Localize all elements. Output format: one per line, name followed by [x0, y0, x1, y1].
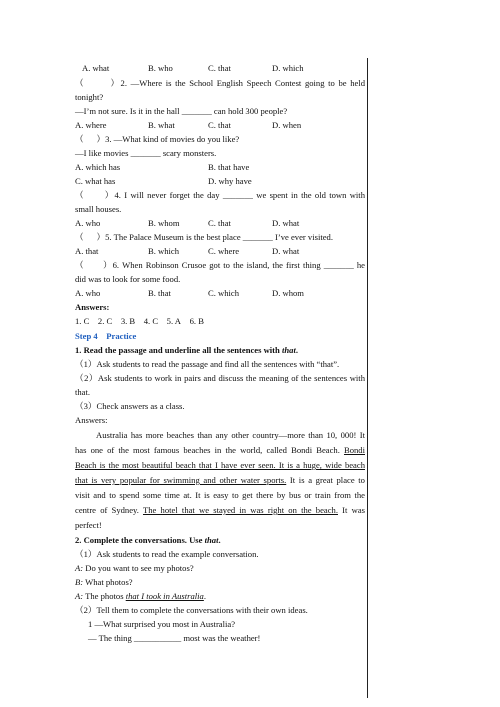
conversation-question: 1 —What surprised you most in Australia? [88, 619, 236, 629]
section2-step1: （1）Ask students to read the example conversation. [75, 549, 259, 559]
option: C. which [208, 288, 240, 298]
q3-stem: （ ）3. —What kind of movies do you like? [75, 134, 240, 144]
q6-stem-cont: did was to look for some food. [75, 274, 181, 284]
passage-text: It is a great place to [286, 475, 365, 485]
speaker-label: A: [75, 591, 84, 601]
heading-emphasis: that [204, 535, 219, 545]
column-divider [367, 58, 368, 698]
underlined-sentence: The hotel that we stayed in was right on the beach. [142, 505, 338, 515]
speaker-label: B: [75, 577, 84, 587]
option: C. that [208, 63, 231, 73]
q3-reply: —I like movies _______ scary monsters. [75, 148, 217, 158]
q6-stem: （ ）6. When Robinson Crusoe got to the island, the first thing _______ he [75, 260, 365, 270]
section1-step1: （1）Ask students to read the passage and find all the sentences with “that”. [75, 359, 340, 369]
dialogue-line [75, 591, 206, 602]
option: C. that [208, 120, 231, 130]
passage-text: has one of the most famous beaches in the world, called Bondi Beach. [75, 445, 344, 455]
section1-step2-cont: that. [75, 387, 91, 397]
section1-answers-label: Answers: [75, 415, 108, 425]
option: B. who [148, 63, 173, 73]
heading-emphasis: that [281, 345, 296, 355]
step-heading: Step 4 Practice [75, 331, 137, 341]
option: C. that [208, 218, 231, 228]
dialogue-text: The photos [83, 591, 126, 601]
section1-heading [75, 345, 298, 356]
q2-stem: （ ）2. —Where is the School English Speech Contest going to be held [75, 78, 365, 88]
q4-stem: （ ）4. I will never forget the day _______ we spent in the old town with [75, 190, 365, 200]
option: B. which [148, 246, 180, 256]
heading-text: 2. Complete the conversations. Use [75, 535, 205, 545]
option: A. where [75, 120, 107, 130]
option: C. where [208, 246, 240, 256]
q5-stem: （ ）5. The Palace Museum is the best place _______ I’ve ever visited. [75, 232, 333, 242]
underlined-sentence: Beach is the most beautiful beach that I have ever seen. It is a huge, wide beach [75, 460, 365, 470]
dialogue-text: . [203, 591, 207, 601]
option: D. whom [272, 288, 304, 298]
heading-text: . [295, 345, 298, 355]
underlined-sentence: Bondi [343, 445, 365, 455]
option: B. whom [148, 218, 180, 228]
option: D. why have [208, 176, 252, 186]
option: B. that [148, 288, 171, 298]
underlined-clause: that I took in Australia [125, 591, 204, 601]
dialogue-text: Do you want to see my photos? [83, 563, 194, 573]
option: A. what [82, 63, 110, 73]
passage-text: centre of Sydney. [75, 505, 143, 515]
section1-step2: （2）Ask students to work in pairs and discuss the meaning of the sentences with [75, 373, 365, 383]
option: D. what [272, 218, 300, 228]
conversation-answer: — The thing ___________ most was the weather! [88, 633, 261, 643]
option: D. which [272, 63, 304, 73]
speaker-label: A: [75, 563, 84, 573]
option: C. what has [75, 176, 116, 186]
dialogue-text: What photos? [83, 577, 133, 587]
answers-values: 1. C 2. C 3. B 4. C 5. A 6. B [75, 316, 204, 326]
option: B. that have [208, 162, 250, 172]
heading-text: 1. Read the passage and underline all the sentences with [75, 345, 282, 355]
section2-heading [75, 535, 221, 546]
passage-line [75, 505, 365, 516]
q4-stem-cont: small houses. [75, 204, 122, 214]
q2-stem-cont: tonight? [75, 92, 104, 102]
option: A. who [75, 218, 101, 228]
passage-line: visit and to spend some time at. It is easy to get there by bus or train from the [75, 490, 365, 500]
passage-line [75, 445, 365, 456]
section2-step2: （2）Tell them to complete the conversations with their own ideas. [75, 605, 308, 615]
dialogue-line [75, 563, 194, 574]
section1-step3: （3）Check answers as a class. [75, 401, 185, 411]
underlined-sentence: that is very popular for swimming and other water sports. [75, 475, 287, 485]
option: A. which has [75, 162, 121, 172]
option: D. when [272, 120, 302, 130]
option: A. who [75, 288, 101, 298]
passage-text: It was [337, 505, 366, 515]
answers-heading: Answers: [75, 302, 110, 312]
heading-text: . [218, 535, 221, 545]
passage-line: Australia has more beaches than any other country—more than 10, 000! It [96, 430, 365, 440]
option: D. what [272, 246, 300, 256]
passage-line: perfect! [75, 520, 102, 530]
passage-line [75, 475, 365, 486]
option: B. what [148, 120, 175, 130]
option: A. that [75, 246, 99, 256]
q2-reply: —I’m not sure. Is it in the hall _______ can hold 300 people? [75, 106, 288, 116]
dialogue-line [75, 577, 133, 588]
